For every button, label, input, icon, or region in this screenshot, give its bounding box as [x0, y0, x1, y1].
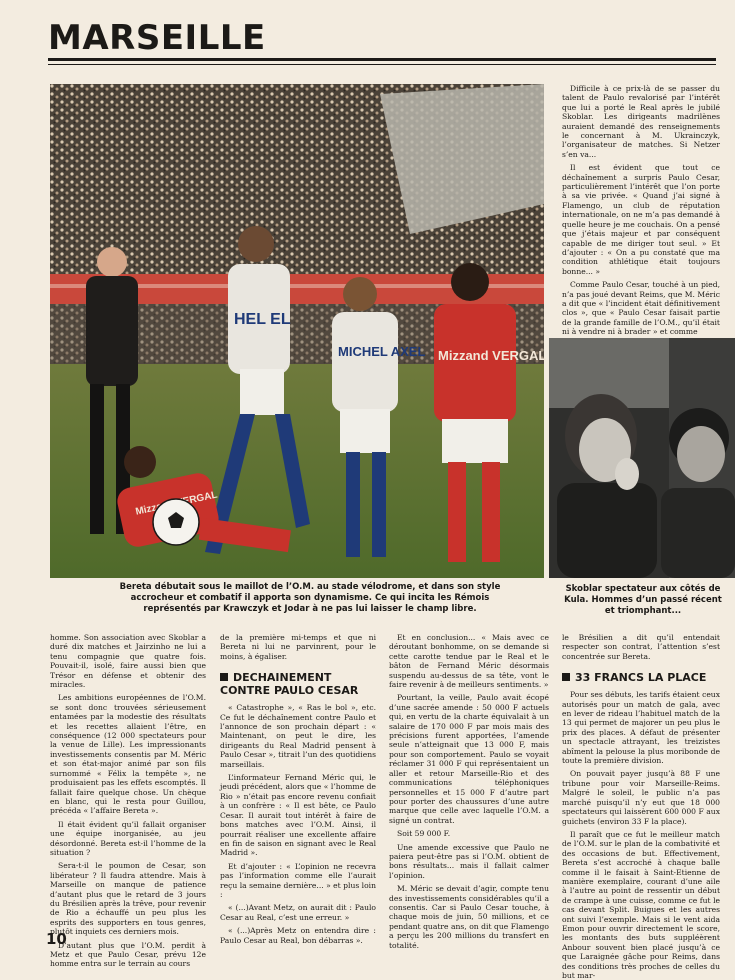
article-paragraph: Et en conclusion... « Mais avec ce déroutant bonhomme, on se demande si cette carotte tendue par le Real et le bâton de Fernand Méric désormais suspendu au-dessus de sa tête, vont le faire revenir à de meilleurs sentiments. » — [389, 633, 549, 690]
article-paragraph: Et d’ajouter : « L’opinion ne recevra pas l’information comme elle l’aurait reçu la semaine dernière... » et plus loin : — [220, 861, 376, 899]
side-photo-caption: Skoblar spectateur aux côtés de Kula. Hommes d’un passé récent et triomphant... — [564, 584, 722, 616]
article-paragraph: M. Méric se devait d’agir, compte tenu des investissements considérables qu’il a consentis. Car si Paulo Cesar touche, à chaque mois de juin, 50 millions, et ce pendant quatre ans, on dit que Flamengo a perçu les 200 millions du transfert en totalité. — [389, 884, 549, 950]
masthead-rule — [48, 58, 716, 61]
football — [153, 499, 199, 545]
article-paragraph: Les ambitions européennes de l’O.M. se sont donc trouvées sérieusement entamées par la modestie des résultats et les recettes allaient l’être, en conséquence (12 000 spectateurs pour la venue de Lille). Les impressionants investissements consentis par M. Méric et son état-major animé par son fils surnommé « Félix la tempête », ne produisaient pas les effets escomptés. Il fallait faire quelque chose. Un chèque en blanc, qui le resta pour Guillou, précéda « l’affaire Bereta ». — [50, 693, 206, 816]
article-paragraph: Il était évident qu’il fallait organiser une équipe inorganisée, au jeu désordonné. Bereta est-il l’homme de la situation ? — [50, 819, 206, 857]
section-title: MARSEILLE — [48, 18, 266, 58]
article-paragraph: « (...)Avant Metz, on aurait dit : Paulo Cesar au Real, c’est une erreur. » — [220, 903, 376, 922]
article-paragraph: Il est évident que tout ce déchaînement a surpris Paulo Cesar, particulièrement l’intérêt que l’on porte à sa vie privée. « Quand j’ai signé à Flamengo, un club de réputation internationale, on ne m’a pas demandé à quelle heure je me couchais. On a pensé que j’étais majeur et par conséquent capable de me diriger tout seul. » Et d’ajouter : « On a pu constaté que ma condition athlétique était toujours bonne... » — [562, 163, 720, 276]
subheading-text: DECHAINEMENT CONTRE PAULO CESAR — [220, 671, 359, 698]
article-paragraph: Soit 59 000 F. — [397, 829, 451, 839]
shirt-sponsor-left: HEL EL — [234, 311, 291, 328]
spectator-right — [661, 408, 735, 578]
article-paragraph: « Catastrophe », « Ras le bol », etc. Ce fut le déchaînement contre Paulo et l’annonce de son prochain départ : « Maintenant, on peut le dire, les dirigeants du Real Madrid pensent à Paulo Cesar », titrait l’un des quotidiens marseillais. — [220, 703, 376, 769]
article-paragraph: homme. Son association avec Skoblar a duré dix matches et Jairzinho ne lui a tenu compagnie que quatre fois. Pouvait-il, isolé, faire aussi bien que Trésor en défense et obtenir des miracles. — [50, 633, 206, 690]
article-paragraph: Pour ses débuts, les tarifs étaient ceux autorisés pour un match de gala, avec en lever de rideau l’habituel match de la 13 qui permet de majorer un peu plus le prix des places. A défaut de présenter un spectacle attrayant, les treizistes abîment la pelouse la plus moribonde de toute la première division. — [562, 690, 720, 766]
subheading-dechainement — [220, 671, 376, 697]
article-paragraph: Il paraît que ce fut le meilleur match de l’O.M. sur le plan de la combativité et des occasions de but. Effectivement, Bereta s’est accroché à chaque balle comme il le faisait à Saint-Etienne de manière exemplaire, courant d’une aile à l’autre au point de ressentir un début de crampe à une cuisse, comme ce fut le cas devant Split. Buigues et les autres ont suivi l’exemple. Mais si le vent aida Emon pour ouvrir directement le score, les montants des buts suppléèrent Anbour souvent bien placé jusqu’à ce que Laraignée gâche pour Reims, dans des conditions très proches de celles du but mar- — [562, 829, 720, 980]
article-paragraph: Comme Paulo Cesar, touché à un pied, n’a pas joué devant Reims, que M. Méric a dit que « l’incident était définitivement clos », que « Paulo Cesar faisait partie de la grande famille de l’O.M., qu’il était ni à vendre ni à brader » et comme — [562, 280, 720, 337]
shirt-sponsor-center: MICHEL AXEL — [338, 344, 426, 359]
match-photo — [50, 84, 547, 578]
article-paragraph: Sera-t-il le poumon de Cesar, son libérateur ? Il faudra attendre. Mais à Marseille on manque de patience d’autant plus que le retard de 3 jours du Brésilien après la trêve, pour revenir de Rio a échauffé un peu plus les esprits des supporters en tous genres, plutôt inquiets ces derniers mois. — [50, 861, 206, 937]
shirt-sponsor-ground: Mizzand VERGAL — [134, 489, 219, 518]
article-paragraph: L’informateur Fernand Méric qui, le jeudi précédent, alors que « l’homme de Rio » n’était pas encore revenu confiait à un confrère : « Il est bête, ce Paulo Cesar. Il aurait tout intérêt à faire de bons matches avec l’O.M. Ainsi, il pourrait réaliser une excellente affaire en fin de saison en signant avec le Real Madrid ». — [220, 773, 376, 858]
article-paragraph: D’autant plus que l’O.M. perdit à Metz et que Paulo Cesar, prévu 12e homme entra sur le terrain au cours — [50, 940, 206, 969]
article-column-3 — [389, 633, 549, 950]
article-column-1 — [50, 633, 206, 969]
article-paragraph: Une amende excessive que Paulo ne paiera peut-être pas si l’O.M. obtient de bons résultats... mais il fallait calmer l’opinion. — [389, 842, 549, 880]
spectators-photo — [549, 338, 735, 578]
article-column-top-right — [562, 84, 720, 337]
article-paragraph: Pourtant, la veille, Paulo avait écopé d’une sacrée amende : 50 000 F actuels qui, en vertu de la charte équivalait à un salaire de 170 000 F par mois mais des précisions furent apportées, l’amende seule n’atteignait que 13 000 F, mais pour son comportement. Paulo se voyait réclamer 31 000 F qui représentaient un aller et retour Marseille-Rio et des communications téléphoniques personnelles et 15 000 F d’autre part pour porter des chaussures d’une autre marque que celle avec laquelle l’O.M. a signé un contrat. — [389, 693, 549, 825]
main-photo-caption: Bereta débutait sous le maillot de l’O.M. au stade vélodrome, et dans son style accrocheur et combatif il apporta son dynamisme. Ce qui incita les Rémois représentés par Krawczyk et Jodar à ne pas lui laisser le champ libre. — [119, 582, 501, 614]
article-paragraph: « (...)Après Metz on entendra dire : Paulo Cesar au Real, bon débarras ». — [220, 926, 376, 945]
article-paragraph: de la première mi-temps et que ni Bereta ni lui ne parvinrent, pour le moins, à égaliser. — [220, 633, 376, 661]
page-number: 10 — [46, 930, 67, 948]
subheading-text: 33 FRANCS LA PLACE — [575, 671, 707, 685]
masthead — [48, 16, 716, 62]
square-bullet-icon — [562, 673, 570, 681]
shirt-sponsor-right: Mizzand VERGAL — [438, 348, 547, 363]
square-bullet-icon — [220, 673, 228, 681]
article-paragraph: le Brésilien a dit qu’il entendait respecter son contrat, l’attention s’est concentrée sur Bereta. — [562, 633, 720, 661]
article-column-2 — [220, 633, 376, 945]
article-paragraph: Difficile à ce prix-là de se passer du talent de Paulo revalorisé par l’intérêt que lui a porté le Real après le jubilé Skoblar. Les dirigeants madrilènes auraient demandé des renseignements le concernant à M. Ukrainczyk, l’organisateur de matches. Si Netzer s’en va... — [562, 84, 720, 159]
article-paragraph: On pouvait payer jusqu’à 88 F une tribune pour voir Marseille-Reims. Malgré le soleil, le public n’a pas marché puisqu’il n’y eut que 18 000 spectateurs qui laissèrent 600 000 F aux guichets (environ 33 F la place). — [562, 769, 720, 826]
masthead-rule-thin — [48, 64, 716, 65]
subheading-33-francs — [562, 671, 720, 684]
article-column-4 — [562, 633, 720, 980]
